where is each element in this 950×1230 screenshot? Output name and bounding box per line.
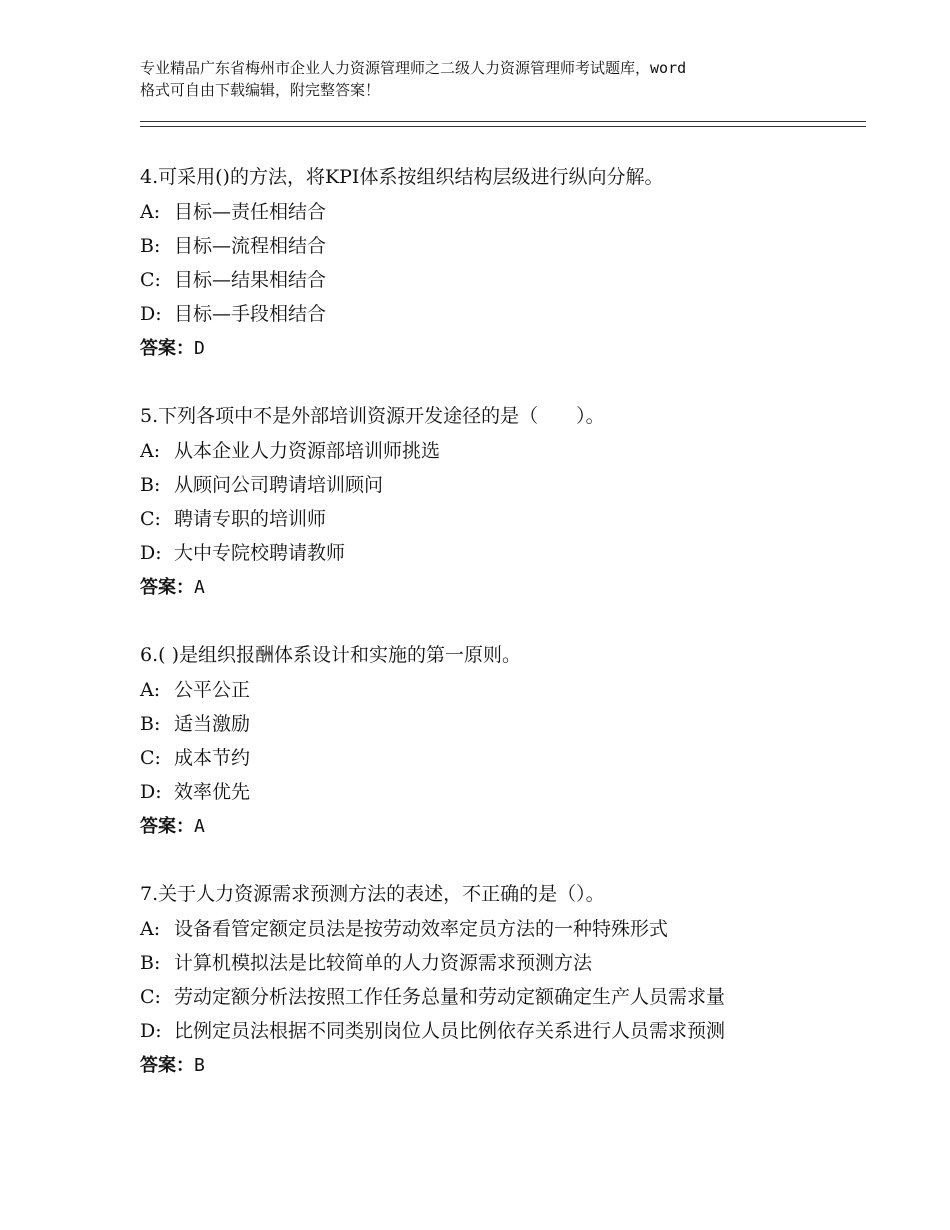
option-text: 目标—流程相结合 <box>174 234 327 257</box>
option-letter: C: <box>140 269 161 292</box>
option-text: 从本企业人力资源部培训师挑选 <box>174 439 441 462</box>
option-letter: A: <box>140 917 161 940</box>
question-text: 7.关于人力资源需求预测方法的表述，不正确的是（）。 <box>140 883 605 905</box>
header-divider <box>140 121 866 127</box>
answer-line <box>140 571 840 605</box>
option-d <box>140 297 840 331</box>
answer-value: A <box>194 576 205 598</box>
option-text: 比例定员法根据不同类别岗位人员比例依存关系进行人员需求预测 <box>174 1020 726 1043</box>
option-text: 目标—手段相结合 <box>174 303 327 326</box>
option-c <box>140 502 840 536</box>
option-text: 计算机模拟法是比较简单的人力资源需求预测方法 <box>174 951 593 974</box>
option-d <box>140 536 840 570</box>
option-b <box>140 707 840 741</box>
option-letter: A: <box>140 678 161 701</box>
option-text: 公平公正 <box>174 678 251 701</box>
option-letter: B: <box>140 234 161 257</box>
document-header <box>140 57 830 101</box>
option-c <box>140 263 840 297</box>
answer-value: D <box>194 337 205 359</box>
option-text: 适当激励 <box>174 712 251 735</box>
question-text: 4.可采用()的方法，将KPI体系按组织结构层级进行纵向分解。 <box>140 166 664 188</box>
answer-label: 答案： <box>140 337 194 359</box>
option-b <box>140 946 840 980</box>
option-text: 劳动定额分析法按照工作任务总量和劳动定额确定生产人员需求量 <box>174 986 726 1009</box>
option-a <box>140 673 840 707</box>
question-block-5 <box>140 399 840 638</box>
option-text: 成本节约 <box>174 747 251 770</box>
option-b <box>140 229 840 263</box>
option-text: 大中专院校聘请教师 <box>174 542 346 565</box>
option-letter: D: <box>140 303 162 326</box>
option-c <box>140 980 840 1014</box>
option-a <box>140 912 840 946</box>
question-text: 6.( )是组织报酬体系设计和实施的第一原则。 <box>140 644 521 666</box>
option-d <box>140 775 840 809</box>
option-text: 效率优先 <box>174 781 251 804</box>
option-letter: C: <box>140 986 161 1009</box>
option-letter: A: <box>140 439 161 462</box>
option-letter: B: <box>140 473 161 496</box>
question-text: 5.下列各项中不是外部培训资源开发途径的是（ ）。 <box>140 405 605 427</box>
option-letter: C: <box>140 508 161 531</box>
header-line-1: 专业精品广东省梅州市企业人力资源管理师之二级人力资源管理师考试题库，word <box>140 59 687 77</box>
answer-value: A <box>194 815 205 837</box>
answer-label: 答案： <box>140 815 194 837</box>
option-c <box>140 741 840 775</box>
option-letter: C: <box>140 747 161 770</box>
option-letter: D: <box>140 542 162 565</box>
option-letter: A: <box>140 200 161 223</box>
option-letter: D: <box>140 1020 162 1043</box>
option-letter: B: <box>140 712 161 735</box>
option-a <box>140 434 840 468</box>
answer-line <box>140 1049 840 1083</box>
option-letter: B: <box>140 951 161 974</box>
answer-label: 答案： <box>140 1054 194 1076</box>
option-text: 目标—责任相结合 <box>174 200 327 223</box>
option-b <box>140 468 840 502</box>
answer-line <box>140 332 840 366</box>
option-text: 从顾问公司聘请培训顾问 <box>174 473 384 496</box>
question-block-7 <box>140 877 840 1116</box>
answer-line <box>140 810 840 844</box>
header-line-2: 格式可自由下载编辑，附完整答案！ <box>140 81 381 99</box>
option-a <box>140 195 840 229</box>
option-text: 设备看管定额定员法是按劳动效率定员方法的一种特殊形式 <box>174 917 669 940</box>
option-text: 聘请专职的培训师 <box>174 508 327 531</box>
question-block-4 <box>140 160 840 399</box>
option-text: 目标—结果相结合 <box>174 269 327 292</box>
question-block-6 <box>140 638 840 877</box>
answer-label: 答案： <box>140 576 194 598</box>
question-list <box>140 160 840 1116</box>
answer-value: B <box>194 1054 205 1076</box>
option-letter: D: <box>140 781 162 804</box>
option-d <box>140 1014 840 1048</box>
